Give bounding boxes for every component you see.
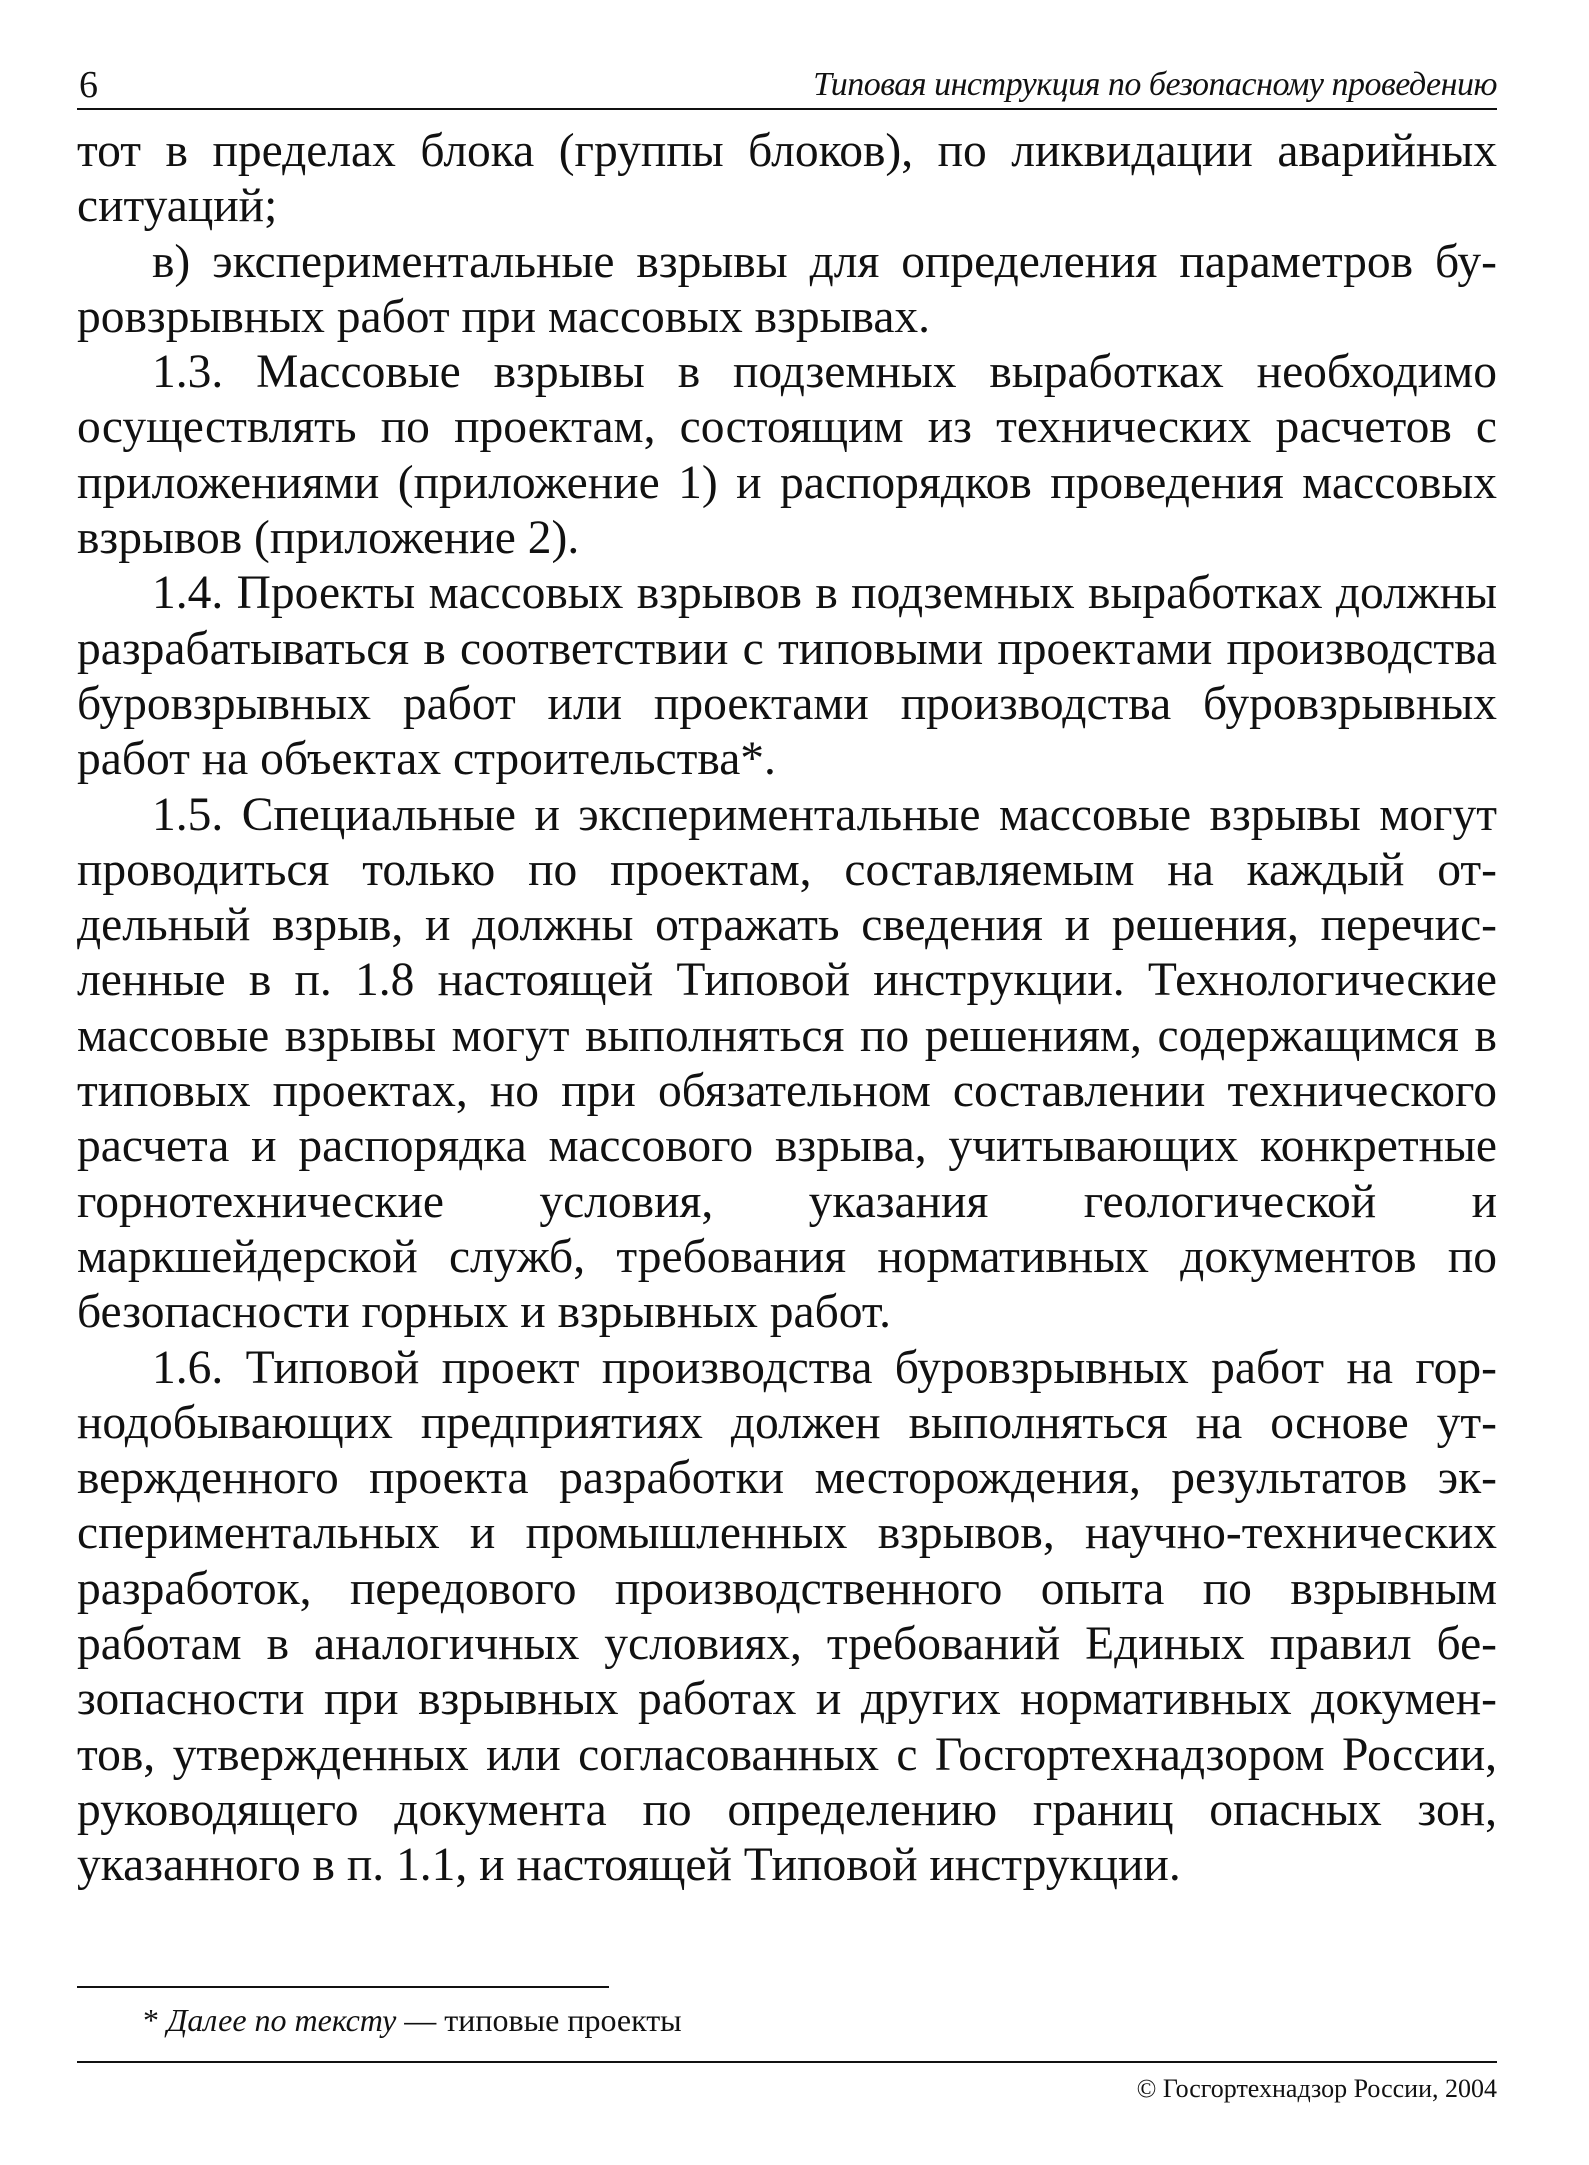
footnote-marker: * xyxy=(143,2002,167,2038)
paragraph-1-3: 1.3. Массовые взрывы в подземных выработках необходимо осуществлять по проектам, состоящим из технических расчетов с приложениями (приложение 1) и распорядков проведения массовых взрывов (приложение 2). xyxy=(77,346,1497,565)
paragraph-1-6: 1.6. Типовой проект производства буровзрывных работ на горнодобывающих предприятиях должен выполняться на основе утвержденного проекта разработки месторождения, результатов экспериментальных и промышленных взрывов, научно-технических разработок, передового производственного опыта по взрывным работам в аналогичных условиях, требований Единых правил безопасности при взрывных работах и других нормативных документов, утвержденных или согласованных с Госгортехнадзором России, руководящего документа по определению границ опасных зон, указанного в п. 1.1, и настоящей Типовой инструкции. xyxy=(77,1341,1497,1892)
page-number: 6 xyxy=(79,64,98,106)
copyright-notice: © Госгортехнадзор России, 2004 xyxy=(1136,2074,1497,2103)
running-title: Типовая инструкция по безопасному проведению xyxy=(813,66,1497,103)
paragraph-item-v: в) экспериментальные взрывы для определения параметров буровзрывных работ при массовых взрывах. xyxy=(77,235,1497,343)
running-header xyxy=(77,52,1497,110)
body-text xyxy=(77,124,1497,1894)
footnote-lead: Далее по тексту xyxy=(167,2002,397,2038)
footnote-divider xyxy=(77,1986,609,1988)
paragraph-1-4: 1.4. Проекты массовых взрывов в подземных выработках должны разрабатываться в соответствии с типовыми проектами производства буровзрывных работ или проектами производства буровзрывных работ на объектах строительства*. xyxy=(77,567,1497,786)
footer-divider xyxy=(77,2061,1497,2063)
footnote-text: — типовые проекты xyxy=(396,2002,682,2038)
footnote xyxy=(143,2000,682,2040)
paragraph-1-5: 1.5. Специальные и экспериментальные массовые взрывы могут проводиться только по проектам, составляемым на каждый отдельный взрыв, и должны отражать сведения и решения, перечисленные в п. 1.8 настоящей Типовой инструкции. Технологические массовые взрывы могут выполняться по решениям, содержащимся в типовых проектах, но при обязательном составлении технического расчета и распорядка массового взрыва, учитывающих конкретные горнотехнические условия, указания геологической и маркшейдерской служб, требования нормативных документов по безопасности горных и взрывных работ. xyxy=(77,788,1497,1339)
paragraph-continuation: тот в пределах блока (группы блоков), по ликвидации аварийных ситуаций; xyxy=(77,125,1497,233)
